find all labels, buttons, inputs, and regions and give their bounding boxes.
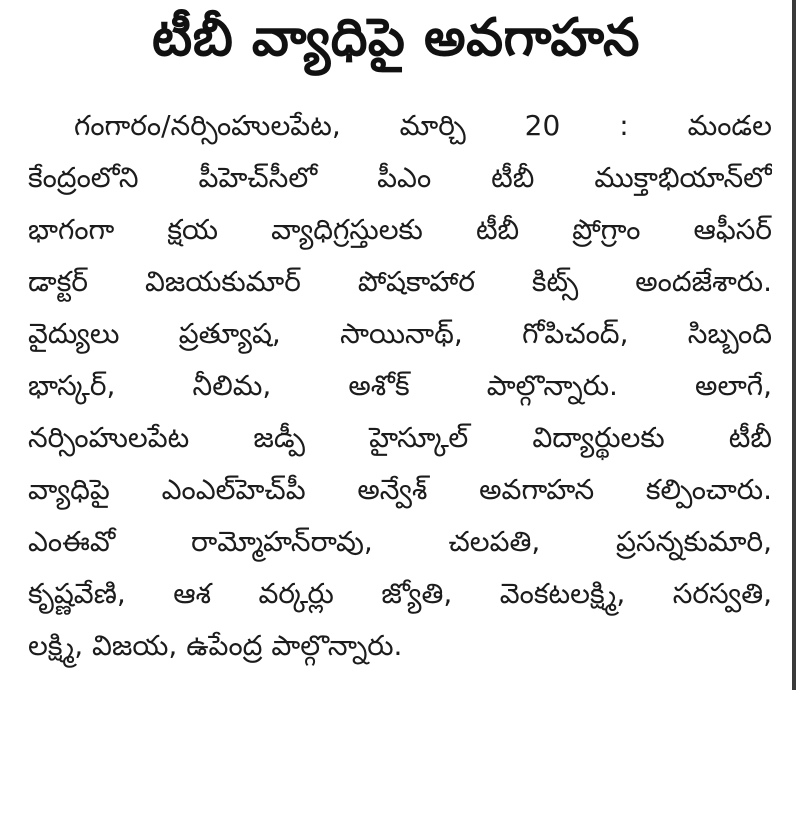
article-line: ఎంఈవో రామ్మోహన్‌రావు, చలపతి, ప్రసన్నకుమారి, <box>28 525 772 558</box>
article-line: డాక్టర్ విజయకుమార్ పోషకాహార కిట్స్ అందజేశారు. <box>28 265 772 298</box>
article-line: గంగారం/నర్సింహులపేట, మార్చి 20 : మండల <box>74 109 772 142</box>
article-line: కృష్ణవేణి, ఆశ వర్కర్లు జ్యోతి, వెంకటలక్ష్మి, సరస్వతి, <box>28 577 772 610</box>
article-line: వ్యాధిపై ఎంఎల్‌హెచ్‌పీ అన్వేశ్ అవగాహన కల్పించారు. <box>28 473 772 506</box>
article-line: కేంద్రంలోని పీహెచ్‌సీలో పీఎం టీబీ ముక్తాభియాన్‌లో <box>28 161 772 194</box>
article-line: భాస్కర్, నీలిమ, అశోక్ పాల్గొన్నారు. అలాగే, <box>28 369 772 402</box>
article-headline: టీబీ వ్యాధిపై అవగాహన <box>152 8 640 68</box>
article-line: నర్సింహులపేట జడ్పీ హైస్కూల్ విద్యార్థులకు టీబీ <box>28 421 772 454</box>
article-line: లక్ష్మి, విజయ, ఉపేంద్ర పాల్గొన్నారు. <box>28 629 403 662</box>
article-line: భాగంగా క్షయ వ్యాధిగ్రస్తులకు టీబీ ప్రోగ్రాం ఆఫీసర్ <box>28 213 772 246</box>
article-line: వైద్యులు ప్రత్యూష, సాయినాథ్, గోపిచంద్, సిబ్బంది <box>28 317 772 350</box>
article-body <box>28 100 772 672</box>
column-divider <box>792 0 796 690</box>
